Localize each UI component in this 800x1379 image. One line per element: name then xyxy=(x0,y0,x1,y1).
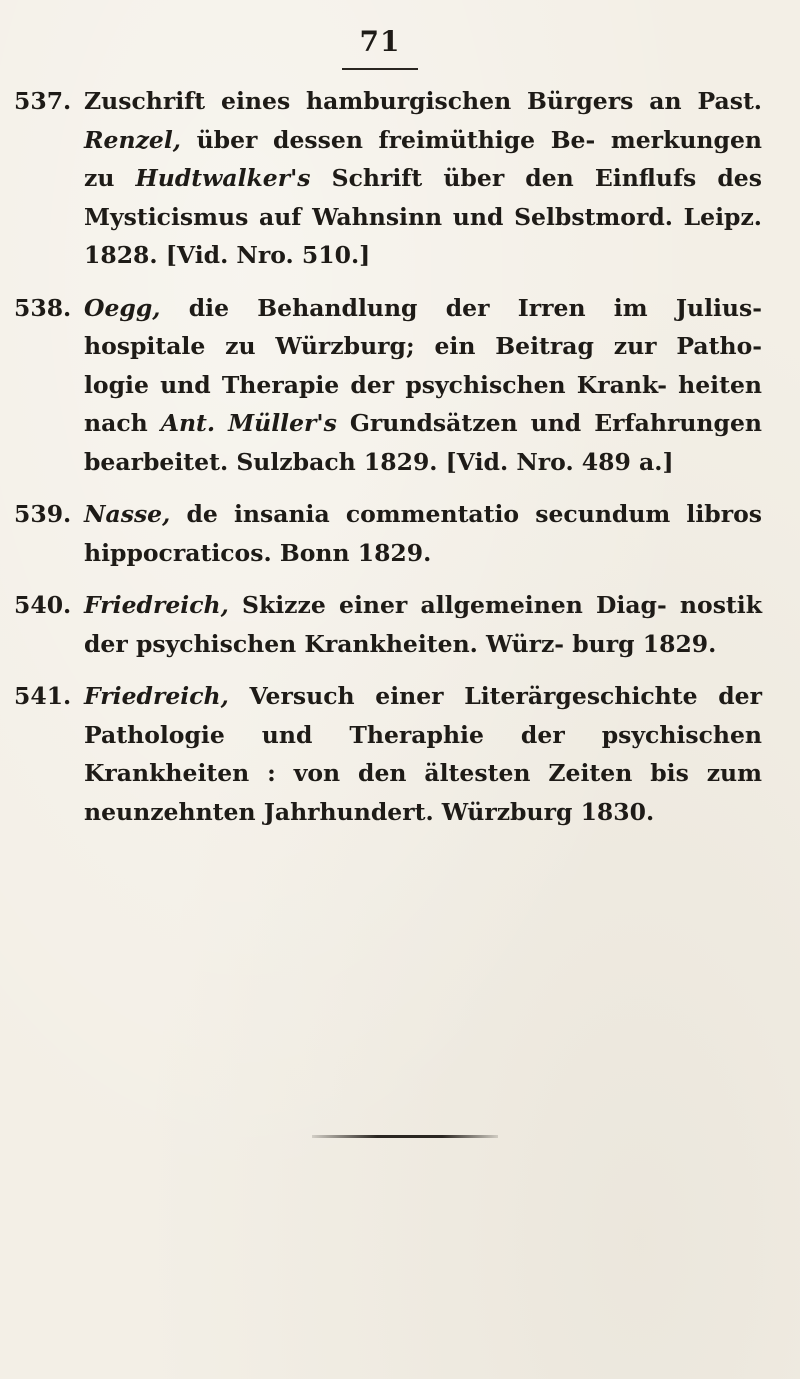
entry-text: Versuch einer Literärgeschichte der Pathologie und Theraphie der psychischen Krankheiten : von den ältesten Zeiten bis zum neunzehnten Jahrhundert. Würzburg 1830. xyxy=(84,682,762,826)
entry-text: die Behandlung der Irren im Julius- hospitale zu Würzburg; ein Beitrag zur Patho- logie und Therapie der psychischen Krank- heiten nach xyxy=(84,293,762,437)
entry-text: über dessen freimüthige Be- merkungen zu xyxy=(84,125,762,192)
entry-text: Skizze einer allgemeinen Diag- nostik der psychischen Krankheiten. Würz- burg 1829. xyxy=(84,591,762,658)
bottom-rule xyxy=(312,1135,498,1138)
header-rule xyxy=(342,68,418,70)
entry-author: Renzel, xyxy=(84,125,181,154)
entry-number: 537. xyxy=(14,87,72,115)
bibliography-entry-538 xyxy=(14,289,762,482)
entry-author: Nasse, xyxy=(84,500,171,528)
entry-number: 539. xyxy=(14,500,72,528)
entry-author: Oegg, xyxy=(84,293,161,322)
entry-work-author: Hudtwalker's xyxy=(135,164,311,192)
entry-text: Zuschrift eines hamburgischen Bürgers an Past. xyxy=(84,87,762,115)
page-number: 71 xyxy=(359,25,401,58)
entry-text: de insania commentatio secundum libros hippocraticos. Bonn 1829. xyxy=(84,500,762,567)
entry-work-author: Ant. Müller's xyxy=(160,409,337,437)
bibliography-entry-540 xyxy=(14,586,762,663)
entry-author: Friedreich, xyxy=(84,682,229,710)
entry-text: Schrift über den Einflufs des Mysticismus auf Wahnsinn und Selbstmord. Leipz. 1828. [Vid. Nro. 510.] xyxy=(84,164,762,269)
entry-text: Grundsätzen und Erfahrungen bearbeitet. Sulzbach 1829. [Vid. Nro. 489 a.] xyxy=(84,409,762,476)
entry-number: 541. xyxy=(14,682,72,710)
entry-number: 538. xyxy=(14,293,72,322)
bibliography-list xyxy=(14,82,762,845)
bibliography-entry-539 xyxy=(14,495,762,572)
bibliography-entry-541 xyxy=(14,677,762,831)
bibliography-entry-537 xyxy=(14,82,762,275)
entry-author: Friedreich, xyxy=(84,591,229,619)
entry-number: 540. xyxy=(14,591,72,619)
